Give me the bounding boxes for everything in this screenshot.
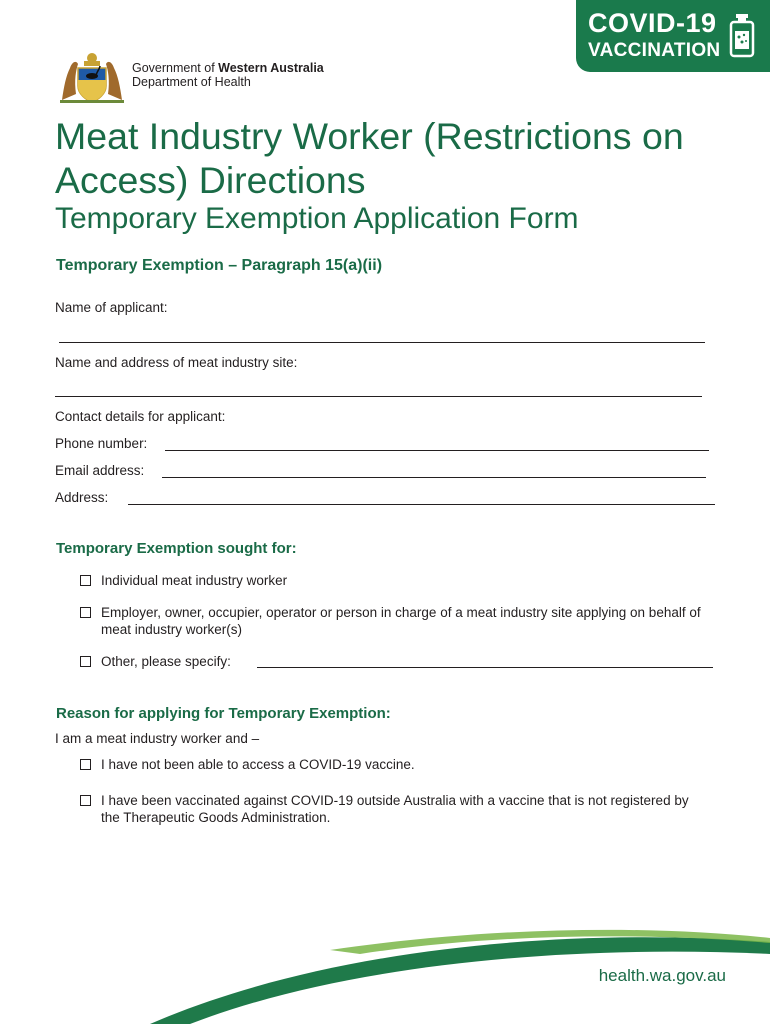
phone-number-field[interactable]	[165, 450, 709, 451]
document-title: Meat Industry Worker (Restrictions on Access) Directions	[55, 115, 684, 201]
reason-heading: Reason for applying for Temporary Exemption:	[56, 705, 391, 722]
footer-website-link[interactable]: health.wa.gov.au	[598, 966, 726, 985]
government-logo	[56, 50, 356, 106]
individual-worker-checkbox[interactable]	[80, 575, 91, 586]
wa-coat-of-arms-icon	[56, 50, 128, 104]
paragraph-heading: Temporary Exemption – Paragraph 15(a)(ii)	[56, 257, 383, 274]
employer-option: Employer, owner, occupier, operator or person in charge of a meat industry site applying on behalf of meat industry worker(s)	[101, 605, 701, 637]
email-address-field[interactable]	[162, 477, 706, 478]
employer-checkbox[interactable]	[80, 607, 91, 618]
phone-number-label: Phone number:	[55, 436, 148, 451]
email-address-label: Email address:	[55, 463, 145, 478]
no-vaccine-access-option: I have not been able to access a COVID-19 vaccine.	[101, 757, 415, 772]
vaccine-vial-icon	[728, 14, 756, 58]
other-checkbox[interactable]	[80, 656, 91, 667]
vaccinated-overseas-option: I have been vaccinated against COVID-19 outside Australia with a vaccine that is not registered by the Therapeutic Goods Administration.	[101, 793, 689, 825]
contact-details-label: Contact details for applicant:	[55, 409, 226, 424]
individual-worker-option: Individual meat industry worker	[101, 573, 288, 588]
site-label: Name and address of meat industry site:	[55, 355, 298, 370]
site-field[interactable]	[55, 396, 702, 397]
name-of-applicant-label: Name of applicant:	[55, 300, 168, 315]
vaccinated-overseas-checkbox[interactable]	[80, 795, 91, 806]
address-field[interactable]	[128, 504, 715, 505]
department-name: Department of Health	[132, 75, 251, 89]
name-of-applicant-field[interactable]	[59, 342, 705, 343]
badge-line2: VACCINATION	[588, 40, 721, 61]
covid-vaccination-badge	[576, 0, 770, 72]
reason-intro: I am a meat industry worker and –	[55, 731, 260, 746]
document-subtitle: Temporary Exemption Application Form	[55, 202, 579, 235]
government-name: Government of Western Australia	[132, 61, 324, 75]
address-label: Address:	[55, 490, 109, 505]
other-specify-field[interactable]	[257, 667, 713, 668]
badge-line1: COVID-19	[588, 8, 717, 38]
no-vaccine-access-checkbox[interactable]	[80, 759, 91, 770]
exemption-sought-heading: Temporary Exemption sought for:	[56, 540, 297, 557]
other-option: Other, please specify:	[101, 654, 231, 669]
